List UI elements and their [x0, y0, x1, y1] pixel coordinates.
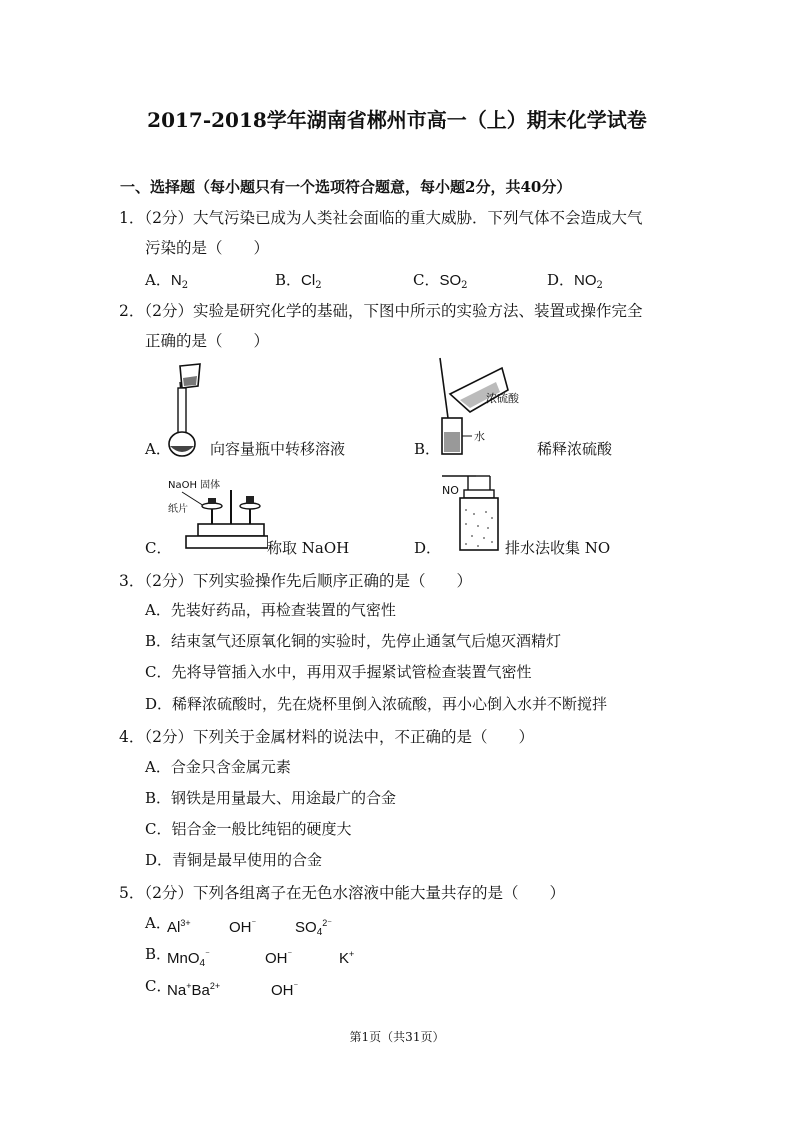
option-d-letter: D．	[414, 539, 442, 557]
question-5-option-b: B． MnO$_4$⁻ OH⁻ K+	[145, 945, 355, 969]
question-4-option-c: C．铝合金一般比纯铝的硬度大	[145, 820, 352, 838]
naoh-solid-label: NaOH 固体	[168, 480, 221, 491]
question-3-option-d: D．稀释浓硫酸时，先在烧杯里倒入浓硫酸，再小心倒入水并不断搅拌	[145, 695, 608, 713]
question-1-line1: 1．（2分）大气污染已成为人类社会面临的重大威胁．下列气体不会造成大气	[119, 209, 643, 227]
option-c-letter: C．	[145, 539, 172, 557]
water-label: 水	[474, 430, 485, 443]
no-label: NO	[442, 484, 459, 497]
question-5-option-a: A． $Al^{3+}$ OH⁻ $SO_4^{2^-}$	[145, 914, 333, 938]
option-b: B．$Cl_2$	[275, 271, 322, 291]
question-3-option-c: C．先将导管插入水中，再用双手握紧试管检查装置气密性	[145, 663, 532, 681]
question-2-line2: 正确的是（ ）	[145, 332, 270, 350]
question-3-option-a: A．先装好药品，再检查装置的气密性	[145, 601, 396, 619]
page-title: 2017-2018学年湖南省郴州市高一（上）期末化学试卷	[147, 108, 647, 132]
question-5-option-c: C． $Na^+Ba^{2+}$ OH⁻	[145, 977, 299, 999]
question-5-line1: 5．（2分）下列各组离子在无色水溶液中能大量共存的是（ ）	[119, 884, 565, 902]
question-1-line2: 污染的是（ ）	[145, 239, 270, 257]
paper-label: 纸片	[168, 504, 188, 515]
option-a-letter: A．	[145, 440, 171, 458]
question-4-option-d: D．青铜是最早使用的合金	[145, 851, 323, 869]
balance-figure	[168, 476, 268, 554]
acid-label: 浓硫酸	[486, 392, 519, 405]
question-4-option-a: A．合金只含金属元素	[145, 758, 291, 776]
option-d-caption: 排水法收集 NO	[505, 539, 611, 557]
option-c: C．$SO_2$	[413, 271, 468, 291]
option-c-caption: 称取 NaOH	[267, 539, 350, 557]
option-b-caption: 稀释浓硫酸	[537, 440, 613, 458]
question-2-line1: 2．（2分）实验是研究化学的基础，下图中所示的实验方法、装置或操作完全	[119, 302, 643, 320]
section-heading: 一、选择题（每小题只有一个选项符合题意，每小题2分，共40分）	[120, 178, 572, 196]
option-a: A．$N_2$	[145, 271, 189, 291]
question-3-option-b: B．结束氢气还原氧化铜的实验时，先停止通氢气后熄灭酒精灯	[145, 632, 562, 650]
question-3-line1: 3．（2分）下列实验操作先后顺序正确的是（ ）	[119, 572, 472, 590]
question-4-line1: 4．（2分）下列关于金属材料的说法中，不正确的是（ ）	[119, 728, 534, 746]
option-a-caption: 向容量瓶中转移溶液	[210, 440, 346, 458]
question-1-options	[145, 268, 665, 292]
option-d: D．$NO_2$	[547, 271, 603, 291]
gas-collection-figure	[438, 470, 504, 556]
option-b-letter: B．	[414, 440, 441, 458]
question-4-option-b: B．钢铁是用量最大、用途最广的合金	[145, 789, 397, 807]
page-footer: 第1页（共31页）	[349, 1030, 445, 1044]
dilution-figure	[430, 356, 540, 458]
